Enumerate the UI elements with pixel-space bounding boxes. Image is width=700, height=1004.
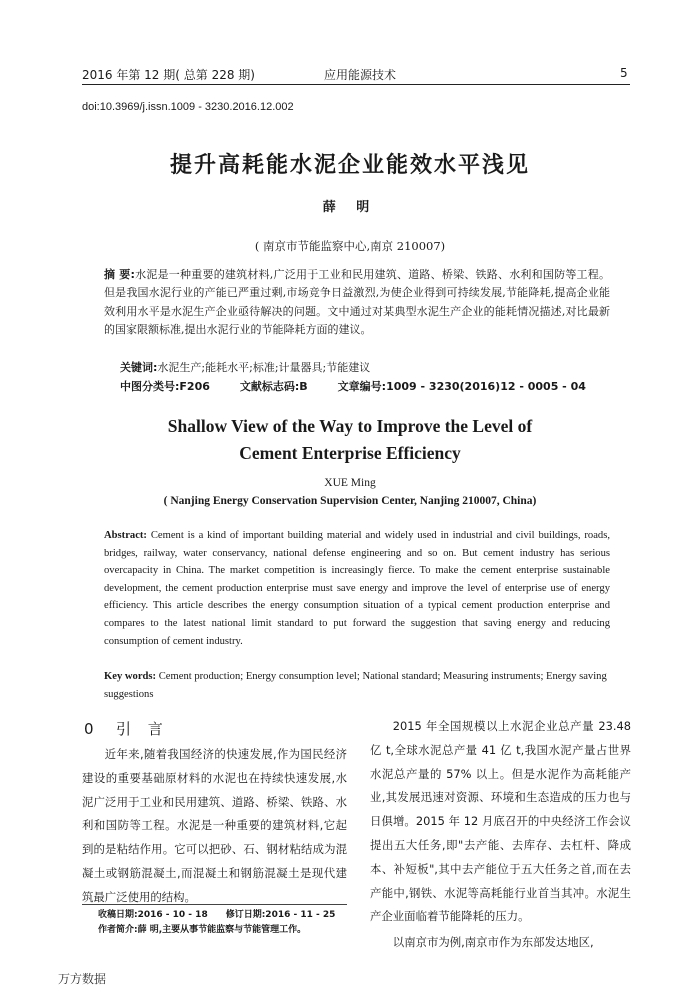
title-cn: 提升高耗能水泥企业能效水平浅见 (169, 153, 530, 178)
section-heading (84, 718, 169, 739)
title-en (0, 413, 700, 467)
keywords-en-text: Cement production; Energy consumption level; National standard; Measuring instruments; Energy saving suggestions (104, 671, 607, 700)
body-left-column (82, 743, 347, 910)
body-right-paragraph-1: 2015 年全国规模以上水泥企业总产量 23.48 亿 t,全球水泥总产量 41 亿 t,我国水泥产量占世界水泥总产量的 57% 以上。但是水泥作为高耗能产业,其发展迅速对资源、环境和生态造成的压力也与日俱增。2015 年 12 月底召开的中央经济工作会议提出五大任务,即"去产能、去库存、去杠杆、降成本、补短板",其中去产能位于五大任务之首,而在去产能中,钢铁、水泥等高耗能行业首当其冲。水泥生产企业面临着节能降耗的压力。 (370, 719, 631, 924)
article-number: 文章编号:1009 - 3230(2016)12 - 0005 - 04 (337, 380, 586, 393)
section-title: 引 言 (116, 720, 169, 738)
keywords-cn-label: 关键词: (120, 361, 158, 374)
affiliation-cn: ( 南京市节能监察中心,南京 210007) (254, 239, 446, 253)
doi: doi:10.3969/j.issn.1009 - 3230.2016.12.002 (82, 101, 294, 113)
title-en-text: Shallow View of the Way to Improve the Level of Cement Enterprise Efficiency (167, 416, 533, 463)
abstract-cn-text: 水泥是一种重要的建筑材料,广泛用于工业和民用建筑、道路、桥梁、铁路、水利和国防等工程。但是我国水泥行业的产能已严重过剩,市场竞争日益激烈,为使企业得到可持续发展,节能降耗,提高企业能效利用水平是水泥生产企业亟待解决的问题。文中通过对某典型水泥生产企业的能耗情况描述,对比最新的国家限额标准,提出水泥行业的节能降耗方面的建议。 (104, 268, 610, 337)
section-number: 0 (84, 720, 94, 738)
header-rule (82, 84, 630, 85)
classification-line (120, 378, 586, 394)
clc-number: 中图分类号:F206 (120, 380, 210, 393)
body-right-column (370, 715, 631, 955)
footnote-rule (82, 904, 347, 905)
footnote (98, 908, 335, 938)
received-date: 收稿日期:2016 - 10 - 18 (98, 910, 208, 920)
journal-name: 应用能源技术 (324, 68, 397, 82)
body-right-paragraph-2: 以南京市为例,南京市作为东部发达地区, (392, 935, 594, 950)
author-en: XUE Ming (324, 477, 376, 489)
journal-issue: 2016 年第 12 期( 总第 228 期) (82, 68, 255, 82)
revised-date: 修订日期:2016 - 11 - 25 (225, 910, 336, 920)
keywords-cn (120, 359, 610, 377)
affiliation-en: ( Nanjing Energy Conservation Supervision Center, Nanjing 210007, China) (163, 495, 537, 507)
watermark: 万方数据 (58, 972, 107, 986)
keywords-en-label: Key words: (104, 671, 157, 682)
keywords-cn-text: 水泥生产;能耗水平;标准;计量器具;节能建议 (157, 361, 371, 374)
abstract-cn (104, 266, 610, 340)
keywords-en (104, 668, 610, 703)
document-code: 文献标志码:B (239, 380, 308, 393)
author-cn: 薛 明 (322, 200, 378, 215)
page-number: 5 (620, 66, 628, 80)
abstract-cn-label: 摘 要: (104, 268, 135, 281)
abstract-en-text: Cement is a kind of important building material and widely used in industrial and civil buildings, roads, bridges, railway, water conservancy, national defense engineering and so on. But cement industry has serious overcapacity in China. The market competition is increasingly fierce. To make the cement enterprise sustainable development, the cement production enterprise must save energy and improve the level of enterprise use of energy efficiency. This article describes the energy consumption situation of a typical cement production enterprise and compares to the latest national limit standard to put forward the suggestion that saving energy and reducing consumption of cement industry. (104, 530, 610, 647)
abstract-en (104, 527, 610, 650)
abstract-en-label: Abstract: (104, 530, 147, 541)
author-bio: 作者简介:薛 明,主要从事节能监察与节能管理工作。 (98, 925, 307, 935)
body-left-paragraph: 近年来,随着我国经济的快速发展,作为国民经济建设的重要基础原材料的水泥也在持续快速发展,水泥广泛用于工业和民用建筑、道路、桥梁、铁路、水利和国防等工程。水泥是一种重要的建筑材料,它起到的是粘结作用。它可以把砂、石、钢材粘结成为混凝土或钢筋混凝土,而混凝土和钢筋混凝土是现代建筑最广泛使用的结构。 (82, 747, 347, 904)
